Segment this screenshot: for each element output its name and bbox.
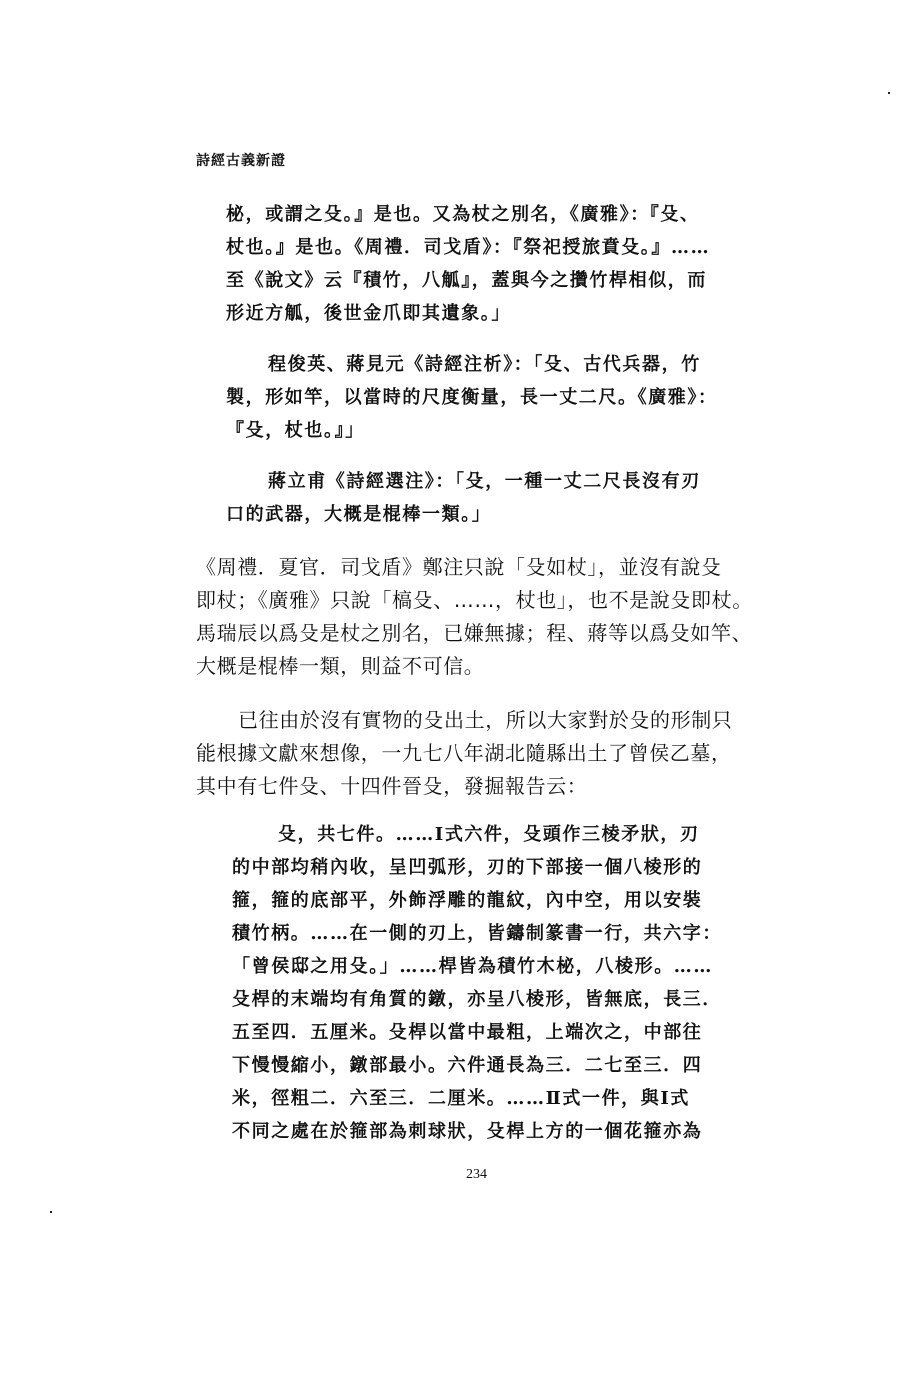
text-line: 程俊英、蔣見元《詩經注析》：「殳、古代兵器，竹	[268, 354, 701, 375]
text-line: 口的武器，大概是棍棒一類。」	[226, 504, 492, 525]
text-line: 至《說文》云『積竹，八觚』，蓋與今之攢竹桿相似，而	[226, 270, 707, 291]
text-line: 大概是棍棒一類，則益不可信。	[196, 654, 485, 678]
text-line: 五至四．五厘米。殳桿以當中最粗，上端次之，中部往	[232, 1022, 703, 1043]
text-line: 殳，共七件。……Ⅰ式六件，殳頭作三棱矛狀，刃	[278, 824, 700, 845]
text-line: 馬瑞辰以爲殳是杖之別名，已嫌無據；程、蔣等以爲殳如竿、	[196, 621, 753, 645]
text-line: 杖也。』是也。《周禮．司戈盾》：『祭祀授旅賁殳。』……	[226, 237, 711, 258]
scan-speck	[50, 1211, 52, 1213]
page-number: 234	[466, 1167, 487, 1182]
text-line: 已往由於沒有實物的殳出土，所以大家對於殳的形制只	[238, 708, 733, 732]
text-line: 能根據文獻來想像，一九七八年湖北隨縣出土了曾侯乙墓，	[196, 741, 732, 765]
text-line: 形近方觚，後世金爪即其遺象。」	[226, 303, 511, 324]
text-line: 柲，或謂之殳。』是也。又為杖之別名，《廣雅》：『殳、	[226, 204, 700, 225]
text-line: 『殳，杖也。』」	[226, 420, 365, 441]
text-line: 「曾侯邸之用殳。」……桿皆為積竹木柲，八棱形。……	[232, 956, 713, 977]
text-line: 不同之處在於箍部為刺球狀，殳桿上方的一個花箍亦為	[232, 1121, 703, 1142]
text-line: 箍，箍的底部平，外飾浮雕的龍紋，內中空，用以安裝	[232, 890, 703, 911]
text-line: 的中部均稍內收，呈凹弧形，刃的下部接一個八棱形的	[232, 857, 703, 878]
text-line: 其中有七件殳、十四件晉殳，發掘報告云：	[196, 774, 588, 798]
text-line: 即杖；《廣雅》只說「槁殳、……，杖也」，也不是說殳即杖。	[196, 588, 753, 612]
text-line: 積竹柄。……在一側的刃上，皆鑄制篆書一行，共六字：	[232, 923, 722, 944]
text-line: 下慢慢縮小，鐓部最小。六件通長為三．二七至三．四	[232, 1055, 703, 1076]
text-line: 《周禮．夏官．司戈盾》鄭注只說「殳如杖」，並沒有說殳	[196, 555, 722, 579]
running-header: 詩經古義新證	[196, 153, 286, 169]
scan-speck	[888, 92, 890, 94]
text-line: 製，形如竿，以當時的尺度衡量，長一丈二尺。《廣雅》：	[226, 387, 718, 408]
text-line: 米，徑粗二．六至三．二厘米。……Ⅱ式一件，與Ⅰ式	[232, 1088, 690, 1109]
text-line: 殳桿的末端均有角質的鐓，亦呈八棱形，皆無底，長三．	[232, 989, 722, 1010]
text-line: 蔣立甫《詩經選注》：「殳，一種一丈二尺長沒有刃	[268, 471, 701, 492]
